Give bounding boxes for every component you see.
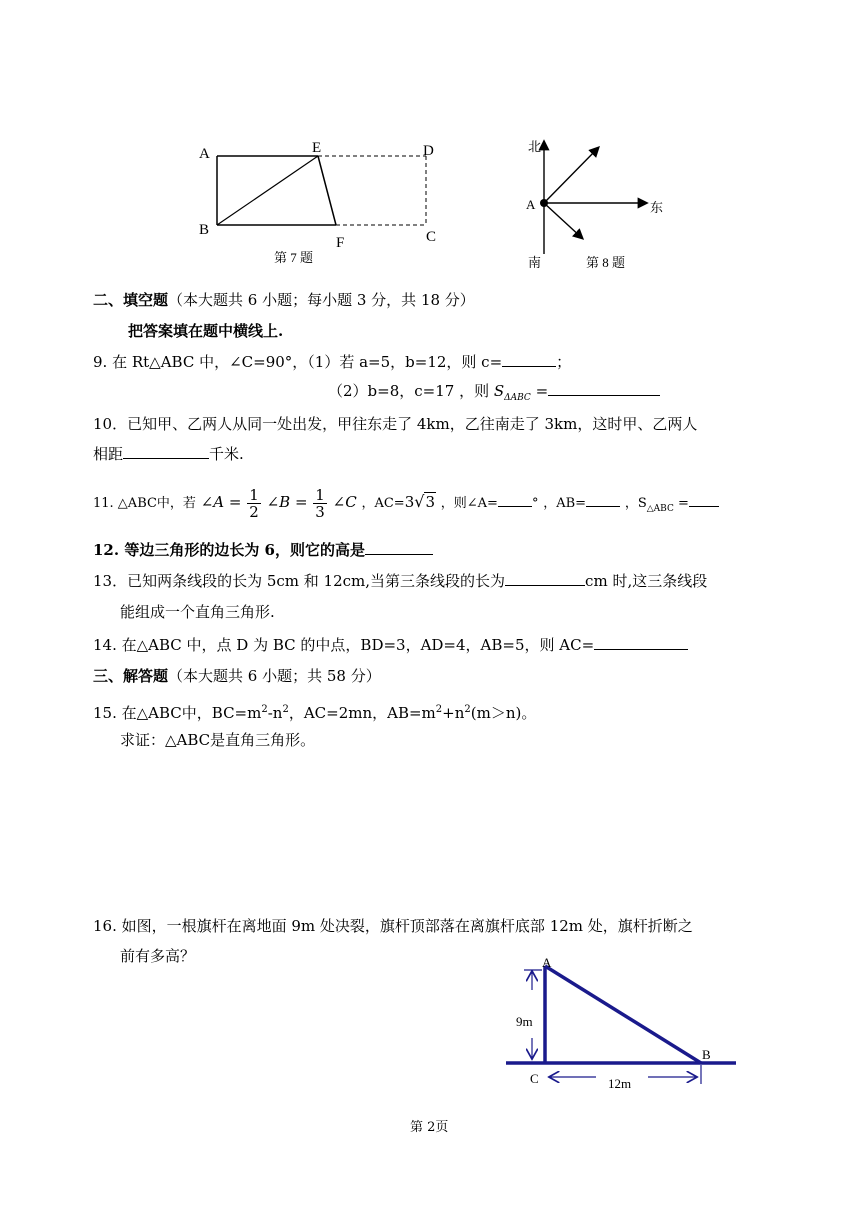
q15-part-c: ，AC=2mn，AB=m xyxy=(288,704,436,722)
q15-part-b: -n xyxy=(267,704,283,722)
q11-equals: = xyxy=(673,496,689,511)
q13-suffix: cm 时,这三条线段 xyxy=(585,572,708,590)
q11-area-prompt: ，S xyxy=(624,496,647,511)
q11-degree: ° xyxy=(531,496,539,511)
question-16-line-2: 前有多高？ xyxy=(120,947,196,965)
sqrt-icon: √ xyxy=(414,492,425,511)
section-3-title: 三、解答题 xyxy=(93,667,169,685)
label-F: F xyxy=(336,235,345,251)
q15-part-e: (m＞n)。 xyxy=(470,704,537,722)
q11-area-subscript: △ABC xyxy=(646,504,674,514)
q15-part-a: 15. 在△ABC中，BC=m xyxy=(93,704,262,722)
q11-root-coefficient: 3 xyxy=(404,493,415,511)
q9-equals: = xyxy=(530,382,549,400)
label-center-A: A xyxy=(526,197,536,212)
figure-7-caption: 第 7 题 xyxy=(274,250,314,265)
section-2-instruction: 把答案填在题中横线上. xyxy=(128,322,284,340)
question-13-line-2: 能组成一个直角三角形. xyxy=(120,603,275,621)
q11-angle-C: ∠C xyxy=(332,493,357,511)
southeast-arrow xyxy=(544,203,582,238)
question-13-line-1 xyxy=(93,571,707,591)
q10-prefix: 相距 xyxy=(93,445,124,463)
q10-blank-distance[interactable] xyxy=(123,444,209,459)
question-16-line-1: 16. 如图，一根旗杆在离地面 9m 处决裂，旗杆顶部落在离旗杆底部 12m 处，旗杆折断之 xyxy=(93,917,693,935)
q11-angle-B: ∠B = xyxy=(266,493,308,511)
section-2-title: 二、填空题 xyxy=(93,291,169,309)
q12-blank-height[interactable] xyxy=(365,540,433,555)
section-3-info: （本大题共 6 小题；共 58 分） xyxy=(168,667,381,685)
q9-text-1: 9. 在 Rt△ABC 中，∠C=90°，（1）若 a=5，b=12，则 c= xyxy=(93,353,503,371)
q15-sup-4: 2 xyxy=(464,704,471,715)
question-15-line-1 xyxy=(93,700,536,723)
question-10-line-1: 10．已知甲、乙两人从同一处出发，甲往东走了 4km，乙往南走了 3km，这时甲、乙两人 xyxy=(93,415,698,433)
q10-suffix: 千米. xyxy=(209,445,244,463)
segment-EF xyxy=(318,156,336,225)
question-11 xyxy=(93,480,719,524)
q11-radicand: 3 xyxy=(425,493,435,511)
label-south: 南 xyxy=(528,255,542,270)
question-15-line-2: 求证：△ABC是直角三角形。 xyxy=(120,731,316,749)
q12-text: 12. 等边三角形的边长为 6，则它的高是 xyxy=(93,541,365,559)
question-10-line-2 xyxy=(93,444,244,464)
label-A: A xyxy=(542,955,552,970)
segment-BE xyxy=(217,156,318,225)
question-12 xyxy=(93,540,433,560)
page-number: 第 2页 xyxy=(410,1120,449,1135)
q9-area-subscript: ΔABC xyxy=(504,393,531,403)
q11-blank-angle[interactable] xyxy=(498,492,532,507)
label-east: 东 xyxy=(650,200,664,215)
q9-text-2: （2）b=8，c=17 ，则 xyxy=(328,382,494,400)
section-2-heading xyxy=(93,290,475,310)
q11-fraction-half: $\frac{1}{2}$ xyxy=(249,485,259,521)
figure-8-caption: 第 8 题 xyxy=(586,255,626,270)
label-B: B xyxy=(702,1047,711,1062)
figure-16 xyxy=(496,950,746,1095)
q11-blank-area[interactable] xyxy=(689,492,719,507)
northeast-arrow xyxy=(544,148,598,203)
q9-blank-c[interactable] xyxy=(502,352,556,367)
label-12m: 12m xyxy=(608,1076,632,1091)
label-9m: 9m xyxy=(516,1014,533,1029)
q11-prefix: 11. △ABC中，若 xyxy=(93,496,196,511)
q11-ab-prompt: ，AB= xyxy=(543,496,587,511)
q15-sup-2: 2 xyxy=(282,704,289,715)
section-2-info: （本大题共 6 小题；每小题 3 分，共 18 分） xyxy=(168,291,475,309)
q11-angle-A-prompt: ，则∠A= xyxy=(440,496,498,511)
label-D: D xyxy=(423,143,434,159)
q15-part-d: +n xyxy=(442,704,465,722)
label-E: E xyxy=(312,140,322,156)
label-C: C xyxy=(426,229,437,245)
question-9-line-1 xyxy=(93,352,571,372)
q13-blank-length[interactable] xyxy=(505,571,585,586)
broken-top-AB xyxy=(545,966,701,1063)
section-3-heading xyxy=(93,666,381,686)
point-A xyxy=(540,199,548,207)
q11-angle-A: ∠A = xyxy=(200,493,242,511)
label-north: 北 xyxy=(528,139,542,154)
question-9-line-2 xyxy=(328,381,660,408)
label-B: B xyxy=(199,222,210,238)
q11-ac-label: ，AC= xyxy=(361,496,405,511)
q14-blank-ac[interactable] xyxy=(594,635,688,650)
q13-prefix: 13．已知两条线段的长为 5cm 和 12cm,当第三条线段的长为 xyxy=(93,572,506,590)
q14-text: 14. 在△ABC 中，点 D 为 BC 的中点，BD=3，AD=4，AB=5，则 AC= xyxy=(93,636,595,654)
figure-7 xyxy=(190,136,460,268)
q11-blank-ab[interactable] xyxy=(586,492,620,507)
question-14 xyxy=(93,635,688,655)
q9-suffix: ； xyxy=(556,353,572,371)
q15-sup-3: 2 xyxy=(435,704,443,715)
label-A: A xyxy=(199,146,210,162)
q9-blank-area[interactable] xyxy=(548,381,660,396)
q11-fraction-third: $\frac{1}{3}$ xyxy=(315,485,325,521)
label-C: C xyxy=(530,1071,539,1086)
figure-8 xyxy=(520,134,680,274)
q9-area-symbol: S xyxy=(493,382,505,400)
q15-sup-1: 2 xyxy=(261,704,268,715)
